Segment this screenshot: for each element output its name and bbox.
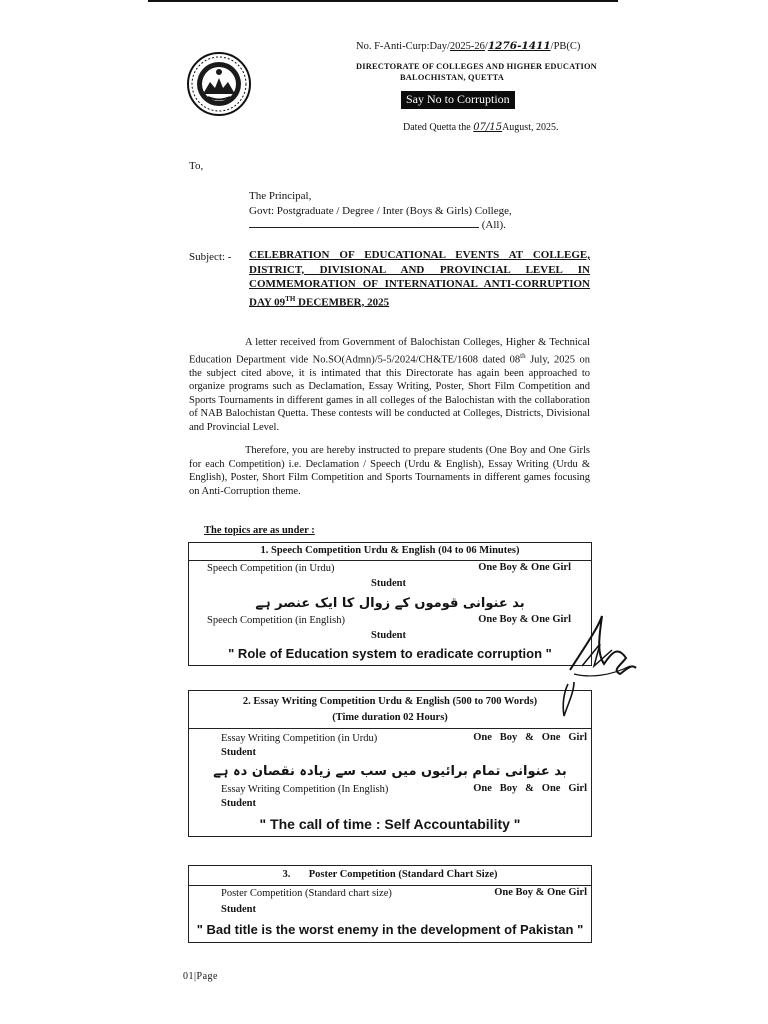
- essay-urdu-label: Essay Writing Competition (in Urdu): [221, 733, 378, 744]
- essay-english-label: Essay Writing Competition (In English): [221, 784, 389, 795]
- poster-topic: " Bad title is the worst enemy in the development of Pakistan ": [196, 922, 584, 937]
- subject-day-suffix: TH: [285, 294, 296, 303]
- slogan-banner: Say No to Corruption: [401, 91, 515, 109]
- reference-number: [356, 40, 580, 52]
- poster-participants: One Boy & One Girl: [494, 887, 587, 898]
- speech-urdu-participants: One Boy & One Girl: [478, 562, 571, 573]
- essay-competition-box: [188, 690, 592, 837]
- ref-year: 2025-26: [449, 41, 485, 52]
- essay-english-student: Student: [221, 798, 257, 809]
- to-label: To,: [189, 160, 204, 172]
- paragraph-2: Therefore, you are hereby instructed to prepare students (One Boy and One Girls for each Competition) i.e. Declamation / Speech (Urdu & English), Essay Writing (Urdu & English), Poster, Short Film Competition and Sports Tournaments in different games focusing on Anti-Corruption theme.: [189, 445, 590, 497]
- dated-day-handwritten: 07/15: [473, 122, 503, 133]
- poster-student: Student: [221, 904, 257, 915]
- topics-heading: The topics are as under :: [204, 525, 315, 536]
- subject-line-1: CELEBRATION OF EDUCATIONAL EVENTS AT COLLEGE,: [249, 249, 590, 261]
- essay-urdu-student: Student: [221, 747, 257, 758]
- subject-date: DECEMBER, 2025: [295, 296, 390, 309]
- subject-label: Subject: -: [189, 251, 232, 263]
- speech-english-label: Speech Competition (in English): [207, 615, 345, 626]
- poster-competition-box: [188, 865, 592, 943]
- page-number: 01|Page: [183, 971, 218, 982]
- dated-suffix: August, 2025.: [502, 122, 559, 133]
- essay-urdu-topic: بد عنوانی تمام برائیوں میں سب سے زیادہ نقصان دہ ہے: [213, 764, 567, 779]
- ref-suffix: /PB(C): [550, 41, 581, 52]
- directorate-city: BALOCHISTAN, QUETTA: [400, 73, 505, 82]
- recipient-line-2: Govt: Postgraduate / Degree / Inter (Boys & Girls) College,: [249, 204, 512, 217]
- recipient-all: (All).: [481, 219, 506, 231]
- essay-urdu-participants: One Boy & One Girl: [473, 732, 587, 743]
- subject-line-2: DISTRICT, DIVISIONAL AND PROVINCIAL LEVEL IN: [249, 263, 590, 276]
- paragraph-1: [189, 336, 590, 434]
- date-line: [403, 122, 558, 133]
- speech-urdu-topic: بد عنوانی قوموں کے زوال کا ایک عنصر ہے: [255, 596, 525, 611]
- poster-title-divider: [189, 885, 591, 886]
- dated-prefix: Dated Quetta the: [403, 122, 471, 133]
- essay-title: 2. Essay Writing Competition Urdu & English (500 to 700 Words): [242, 696, 538, 707]
- essay-english-participants: One Boy & One Girl: [473, 783, 587, 794]
- subject-line-3: COMMEMORATION OF INTERNATIONAL ANTI-CORRUPTION: [249, 278, 590, 290]
- speech-title-divider: [189, 560, 591, 561]
- speech-urdu-label: Speech Competition (in Urdu): [207, 563, 335, 574]
- speech-english-student: Student: [371, 630, 407, 641]
- ref-number-handwritten: 1276-1411: [487, 40, 551, 52]
- recipient-address: [249, 189, 512, 233]
- essay-english-topic: " The call of time : Self Accountability ": [259, 816, 521, 832]
- para1-sup: th: [520, 351, 526, 360]
- para1-part-b: July, 2025 on the subject cited above, it is intimated that this Directorate has again been approached to organize programs such as Declamation, Essay Writing, Poster, Short Film Competition and Sports Tournaments in different games in all colleges of the Balochistan with the collaboration of NAB Balochistan Quetta. These contests will be conducted at Colleges, Districts, Divisional and Provincial Level.: [189, 354, 590, 433]
- speech-english-participants: One Boy & One Girl: [478, 614, 571, 625]
- recipient-line-3: [249, 218, 512, 233]
- para1-part-a: A letter received from Government of Balochistan Colleges, Higher & Technical Education Department vide No.SO(Admn)/5-5/2024/CH&TE/1608 dated 08: [189, 337, 590, 365]
- directorate-emblem-icon: [186, 50, 252, 118]
- speech-urdu-student: Student: [371, 578, 407, 589]
- blank-line: [249, 219, 479, 228]
- subject-text: [249, 248, 590, 310]
- subject-line-4: [249, 292, 590, 310]
- ref-prefix: No. F-Anti-Curp:Day/: [356, 41, 450, 52]
- subject-day: DAY 09: [249, 296, 286, 309]
- poster-title: 3. Poster Competition (Standard Chart Size): [282, 869, 498, 880]
- essay-title-divider: [189, 728, 591, 729]
- speech-english-topic: " Role of Education system to eradicate corruption ": [228, 646, 552, 661]
- speech-competition-box: [188, 542, 592, 666]
- directorate-name: DIRECTORATE OF COLLEGES AND HIGHER EDUCATION: [356, 62, 597, 71]
- speech-title: 1. Speech Competition Urdu & English (04 to 06 Minutes): [260, 545, 520, 556]
- recipient-line-1: The Principal,: [249, 190, 312, 202]
- essay-subtitle: (Time duration 02 Hours): [332, 712, 448, 723]
- poster-label: Poster Competition (Standard chart size): [221, 888, 392, 899]
- ref-separator: /: [484, 41, 488, 52]
- top-edge-line: [148, 0, 618, 2]
- signature-scribble: [560, 608, 640, 720]
